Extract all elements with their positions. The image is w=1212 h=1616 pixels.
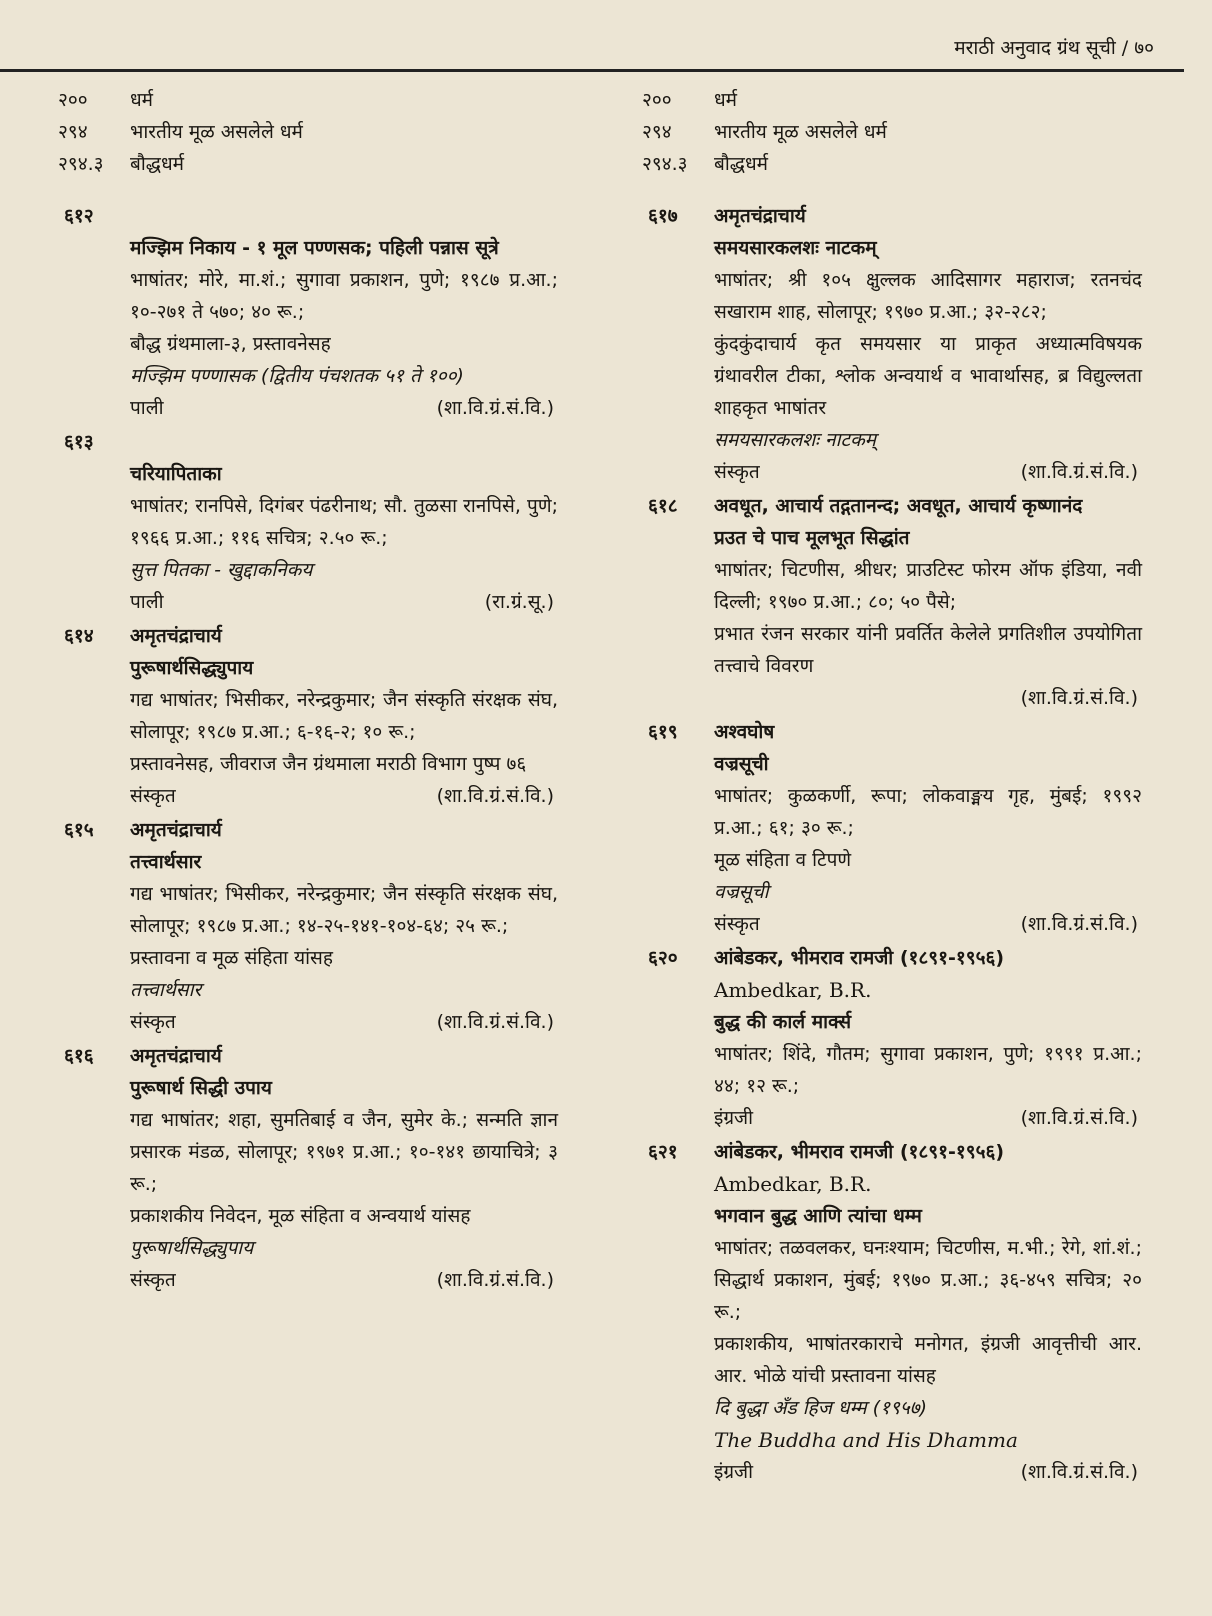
entry-language: संस्कृत (714, 913, 760, 935)
classification-block (642, 84, 1142, 180)
classification-row (642, 148, 1142, 180)
entry-title: चरियापिताका (130, 463, 222, 485)
entry-number: ६१५ (64, 819, 94, 841)
entry-language-row (714, 908, 1142, 940)
catalog-entry (58, 620, 558, 812)
entry-number: ६१४ (64, 625, 94, 647)
entry-latin-author: Ambedkar, B.R. (714, 1172, 872, 1196)
catalog-entry (58, 426, 558, 618)
class-label: बौद्धधर्म (714, 153, 768, 175)
catalog-entry (642, 200, 1142, 488)
entry-details: भाषांतर; शिंदे, गौतम; सुगावा प्रकाशन, पुणे; १९९१ प्र.आ.; ४४; १२ रू.; (714, 1043, 1142, 1097)
class-number: २०० (642, 89, 672, 111)
entry-language: इंग्रजी (714, 1461, 754, 1483)
entry-language: संस्कृत (130, 1269, 176, 1291)
class-number: २९४.३ (642, 153, 688, 175)
entry-notes: कुंदकुंदाचार्य कृत समयसार या प्राकृत अध्यात्मविषयक ग्रंथावरील टीका, श्लोक अन्वयार्थ व भावार्थासह, ब्र विद्युल्लता शाहकृत भाषांतर (714, 333, 1142, 419)
entry-language: संस्कृत (714, 461, 760, 483)
entry-original-title: तत्त्वार्थसार (130, 979, 202, 1001)
entry-latin-title: The Buddha and His Dhamma (714, 1428, 1018, 1452)
class-label: भारतीय मूळ असलेले धर्म (130, 121, 303, 143)
entry-notes: प्रकाशकीय निवेदन, मूळ संहिता व अन्वयार्थ यांसह (130, 1205, 471, 1227)
entry-language: इंग्रजी (714, 1107, 754, 1129)
entry-source: (शा.वि.ग्रं.सं.वि.) (1020, 461, 1138, 483)
entry-details: भाषांतर; मोरे, मा.शं.; सुगावा प्रकाशन, पुणे; १९८७ प्र.आ.; १०-२७१ ते ५७०; ४० रू.; (130, 269, 558, 323)
entry-notes: प्रस्तावना व मूळ संहिता यांसह (130, 947, 333, 969)
entry-number: ६१३ (64, 431, 94, 453)
catalog-entry (642, 942, 1142, 1134)
entry-title: भगवान बुद्ध आणि त्यांचा धम्म (714, 1205, 922, 1227)
entry-details: भाषांतर; रानपिसे, दिगंबर पंढरीनाथ; सौ. तुळसा रानपिसे, पुणे; १९६६ प्र.आ.; ११६ सचित्र; २.५० रू.; (130, 495, 558, 549)
entry-original-title: मज्झिम पण्णासक (द्वितीय पंचशतक ५१ ते १००) (130, 365, 464, 387)
class-number: २९४.३ (58, 153, 104, 175)
entry-notes: मूळ संहिता व टिपणे (714, 849, 852, 871)
entry-author: अमृतचंद्राचार्य (130, 625, 222, 647)
entry-language-row (130, 780, 558, 812)
entry-number: ६१९ (648, 721, 678, 743)
catalog-entry (642, 490, 1142, 714)
entry-notes: प्रभात रंजन सरकार यांनी प्रवर्तित केलेले प्रगतिशील उपयोगिता तत्त्वाचे विवरण (714, 623, 1142, 677)
class-label: भारतीय मूळ असलेले धर्म (714, 121, 887, 143)
entry-spacer (130, 200, 558, 232)
entry-language: संस्कृत (130, 1011, 176, 1033)
entry-details: गद्य भाषांतर; भिसीकर, नरेन्द्रकुमार; जैन संस्कृति संरक्षक संघ, सोलापूर; १९८७ प्र.आ.; १४-२५-१४१-१०४-६४; २५ रू.; (130, 883, 558, 937)
entry-author: आंबेडकर, भीमराव रामजी (१८९१-१९५६) (714, 947, 1005, 969)
entry-details: भाषांतर; श्री १०५ क्षुल्लक आदिसागर महाराज; रतनचंद सखाराम शाह, सोलापूर; १९७० प्र.आ.; ३२-२८२; (714, 269, 1142, 323)
classification-row (58, 116, 558, 148)
class-number: २९४ (642, 121, 672, 143)
entry-language-row (130, 1264, 558, 1296)
entry-language-row (714, 1102, 1142, 1134)
entry-source: (शा.वि.ग्रं.सं.वि.) (436, 785, 554, 807)
classification-block (58, 84, 558, 180)
entry-source: (शा.वि.ग्रं.सं.वि.) (1020, 1461, 1138, 1483)
entry-source: (शा.वि.ग्रं.सं.वि.) (1020, 1107, 1138, 1129)
catalog-entry (58, 1040, 558, 1296)
entry-author: अमृतचंद्राचार्य (714, 205, 806, 227)
catalog-entry (642, 716, 1142, 940)
class-number: २०० (58, 89, 88, 111)
entry-author: आंबेडकर, भीमराव रामजी (१८९१-१९५६) (714, 1141, 1005, 1163)
classification-row (642, 84, 1142, 116)
entry-details: भाषांतर; कुळकर्णी, रूपा; लोकवाङ्मय गृह, मुंबई; १९९२ प्र.आ.; ६१; ३० रू.; (714, 785, 1142, 839)
entry-original-title: वज्रसूची (714, 881, 769, 903)
entry-title: समयसारकलशः नाटकम् (714, 237, 877, 259)
entry-title: प्रउत चे पाच मूलभूत सिद्धांत (714, 527, 910, 549)
entry-language-row (714, 1456, 1142, 1488)
entry-number: ६१६ (64, 1045, 94, 1067)
entry-source: (रा.ग्रं.सू.) (484, 591, 554, 613)
class-label: धर्म (130, 89, 154, 111)
entry-number: ६२१ (648, 1141, 678, 1163)
entry-spacer (130, 426, 558, 458)
entry-details: भाषांतर; चिटणीस, श्रीधर; प्राउटिस्ट फोरम ऑफ इंडिया, नवी दिल्ली; १९७० प्र.आ.; ८०; ५० पैसे; (714, 559, 1142, 613)
entry-title: मज्झिम निकाय - १ मूल पण्णसक; पहिली पन्नास सूत्रे (130, 237, 499, 259)
entry-notes: प्रकाशकीय, भाषांतरकाराचे मनोगत, इंग्रजी आवृत्तीची आर. आर. भोळे यांची प्रस्तावना यांसह (714, 1333, 1142, 1387)
entry-source: (शा.वि.ग्रं.सं.वि.) (436, 397, 554, 419)
left-column (58, 84, 558, 1298)
entry-author: अवधूत, आचार्य तद्गतानन्द; अवधूत, आचार्य कृष्णानंद (714, 495, 1083, 517)
classification-row (58, 148, 558, 180)
entry-language: संस्कृत (130, 785, 176, 807)
class-label: बौद्धधर्म (130, 153, 184, 175)
entry-details: गद्य भाषांतर; शहा, सुमतिबाई व जैन, सुमेर के.; सन्मति ज्ञान प्रसारक मंडळ, सोलापूर; १९७१ प्र.आ.; १०-१४१ छायाचित्रे; ३ रू.; (130, 1109, 558, 1195)
entry-source: (शा.वि.ग्रं.सं.वि.) (1020, 687, 1138, 709)
entry-number: ६१२ (64, 205, 94, 227)
entry-language-row (130, 586, 558, 618)
entry-original-title: पुरूषार्थसिद्ध्युपाय (130, 1237, 254, 1259)
entry-language: पाली (130, 591, 164, 613)
entry-number: ६२० (648, 947, 678, 969)
catalog-entry (642, 1136, 1142, 1488)
classification-row (642, 116, 1142, 148)
entry-number: ६१८ (648, 495, 678, 517)
entry-original-title: दि बुद्धा ॲंड हिज धम्म (१९५७) (714, 1397, 928, 1419)
entry-language: पाली (130, 397, 164, 419)
entry-title: तत्त्वार्थसार (130, 851, 202, 873)
right-column (642, 84, 1142, 1490)
entry-title: पुरूषार्थ सिद्धी उपाय (130, 1077, 272, 1099)
class-number: २९४ (58, 121, 88, 143)
entry-title: बुद्ध की कार्ल मार्क्स (714, 1011, 852, 1033)
entry-notes: बौद्ध ग्रंथमाला-३, प्रस्तावनेसह (130, 333, 331, 355)
catalog-entry (58, 200, 558, 424)
entry-latin-author: Ambedkar, B.R. (714, 978, 872, 1002)
entry-language-row (714, 682, 1142, 714)
entry-source: (शा.वि.ग्रं.सं.वि.) (436, 1011, 554, 1033)
entry-details: गद्य भाषांतर; भिसीकर, नरेन्द्रकुमार; जैन संस्कृति संरक्षक संघ, सोलापूर; १९८७ प्र.आ.; ६-१६-२; १० रू.; (130, 689, 558, 743)
entry-notes: प्रस्तावनेसह, जीवराज जैन ग्रंथमाला मराठी विभाग पुष्प ७६ (130, 753, 527, 775)
running-head: मराठी अनुवाद ग्रंथ सूची / ७० (954, 37, 1154, 59)
class-label: धर्म (714, 89, 738, 111)
catalog-entry (58, 814, 558, 1038)
classification-row (58, 84, 558, 116)
entry-original-title: सुत्त पितका - खुद्दाकनिकय (130, 559, 313, 581)
entry-number: ६१७ (648, 205, 678, 227)
entry-original-title: समयसारकलशः नाटकम् (714, 429, 877, 451)
entry-source: (शा.वि.ग्रं.सं.वि.) (436, 1269, 554, 1291)
entry-author: अमृतचंद्राचार्य (130, 819, 222, 841)
entry-source: (शा.वि.ग्रं.सं.वि.) (1020, 913, 1138, 935)
entry-language-row (714, 456, 1142, 488)
entry-title: पुरूषार्थसिद्ध्युपाय (130, 657, 254, 679)
entry-language-row (130, 392, 558, 424)
entry-author: अमृतचंद्राचार्य (130, 1045, 222, 1067)
entry-author: अश्वघोष (714, 721, 775, 743)
entry-language-row (130, 1006, 558, 1038)
entry-title: वज्रसूची (714, 753, 769, 775)
header-rule (0, 69, 1184, 72)
entry-details: भाषांतर; तळवलकर, घनःश्याम; चिटणीस, म.भी.; रेगे, शां.शं.; सिद्धार्थ प्रकाशन, मुंबई; १९७० प्र.आ.; ३६-४५९ सचित्र; २० रू.; (714, 1237, 1142, 1323)
